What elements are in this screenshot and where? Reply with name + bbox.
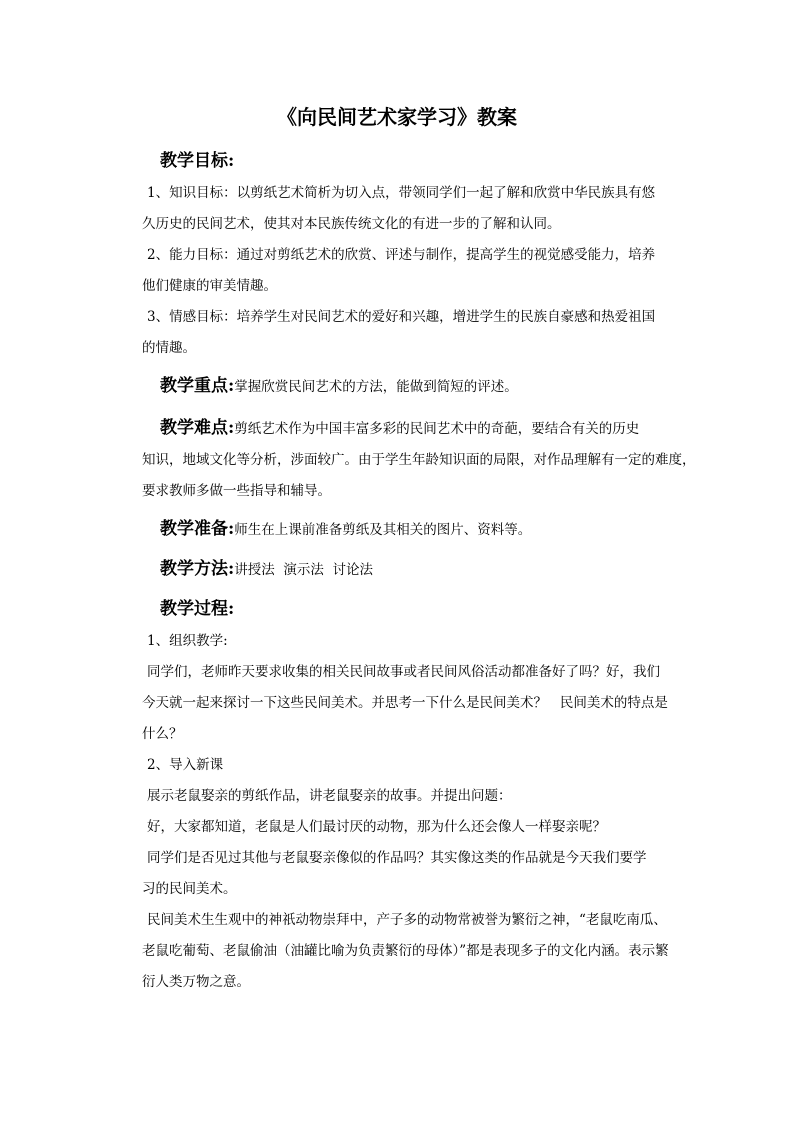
difficulty-text-1: 剪纸艺术作为中国丰富多彩的民间艺术中的奇葩，要结合有关的历史 [234, 421, 640, 437]
step-1-line-1: 同学们，老师昨天要求收集的相关民间故事或者民间风俗活动都准备好了吗？好，我们 [147, 664, 660, 680]
step-1-line-2: 今天就一起来探讨一下这些民间美术。并思考一下什么是民间美术？ 民间美术的特点是 [142, 695, 668, 711]
objective-2-line-2: 他们健康的审美情趣。 [142, 278, 277, 294]
document-body [142, 148, 696, 998]
process-heading: 教学过程: [160, 599, 235, 619]
step-1-title: 1、组织教学: [147, 633, 228, 649]
step-2-para-2-line-1: 好，大家都知道，老鼠是人们最讨厌的动物，那为什么还会像人一样娶亲呢？ [147, 819, 606, 835]
objective-3-line-2: 的情趣。 [142, 340, 196, 356]
step-2-para-3-line-2: 习的民间美术。 [142, 881, 237, 897]
method-label: 教学方法: [160, 559, 235, 579]
step-2-para-4-line-1: 民间美术生生观中的神祇动物崇拜中，产子多的动物常被誉为繁衍之神，“老鼠吃南瓜、 [147, 912, 667, 928]
step-2-para-4-line-3: 衍人类万物之意。 [142, 974, 250, 990]
preparation-section [147, 516, 680, 543]
objective-1-line-1: 1、知识目标：以剪纸艺术简析为切入点，带领同学们一起了解和欣赏中华民族具有悠 [147, 185, 656, 201]
step-1-line-3: 什么？ [142, 726, 183, 742]
difficulty-line-1 [147, 413, 680, 445]
process-step-2 [142, 750, 680, 998]
document-title: 《向民间艺术家学习》教案 [277, 105, 517, 129]
step-2-para-4-line-2: 老鼠吃葡萄、老鼠偷油（油罐比喻为负责繁衍的母体）”都是表现多子的文化内涵。表示繁 [142, 943, 669, 959]
objective-2-line-1: 2、能力目标：通过对剪纸艺术的欣赏、评述与制作，提高学生的视觉感受能力，培养 [147, 247, 656, 263]
difficulty-line-3: 要求教师多做一些指导和辅导。 [142, 483, 331, 499]
objective-1-line-2: 久历史的民间艺术，使其对本民族传统文化的有进一步的了解和认同。 [142, 216, 561, 232]
difficulty-label: 教学难点: [160, 418, 235, 438]
process-step-1 [142, 626, 680, 750]
key-point-text: 掌握欣赏民间艺术的方法，能做到简短的评述。 [234, 379, 518, 395]
step-2-para-1-line-1: 展示老鼠娶亲的剪纸作品，讲老鼠娶亲的故事。并提出问题： [147, 788, 512, 804]
method-text: 讲授法 演示法 讨论法 [234, 562, 373, 578]
key-point-label: 教学重点: [160, 376, 235, 396]
objective-item-2 [142, 240, 680, 302]
preparation-label: 教学准备: [160, 519, 235, 539]
objective-item-1 [142, 178, 680, 240]
step-2-title: 2、导入新课 [147, 757, 224, 773]
objective-3-line-1: 3、情感目标：培养学生对民间艺术的爱好和兴趣，增进学生的民族自豪感和热爱祖国 [147, 309, 656, 325]
objectives-heading: 教学目标: [160, 151, 235, 171]
step-2-para-3-line-1: 同学们是否见过其他与老鼠娶亲像似的作品吗？其实像这类的作品就是今天我们要学 [147, 850, 647, 866]
difficulty-line-2: 知识，地域文化等分析，涉面较广。由于学生年龄知识面的局限，对作品理解有一定的难度， [142, 452, 696, 468]
key-point-section [147, 373, 680, 400]
preparation-text: 师生在上课前准备剪纸及其相关的图片、资料等。 [234, 522, 532, 538]
method-section [147, 556, 680, 583]
objective-item-3 [142, 302, 680, 364]
difficulty-section [142, 413, 696, 507]
